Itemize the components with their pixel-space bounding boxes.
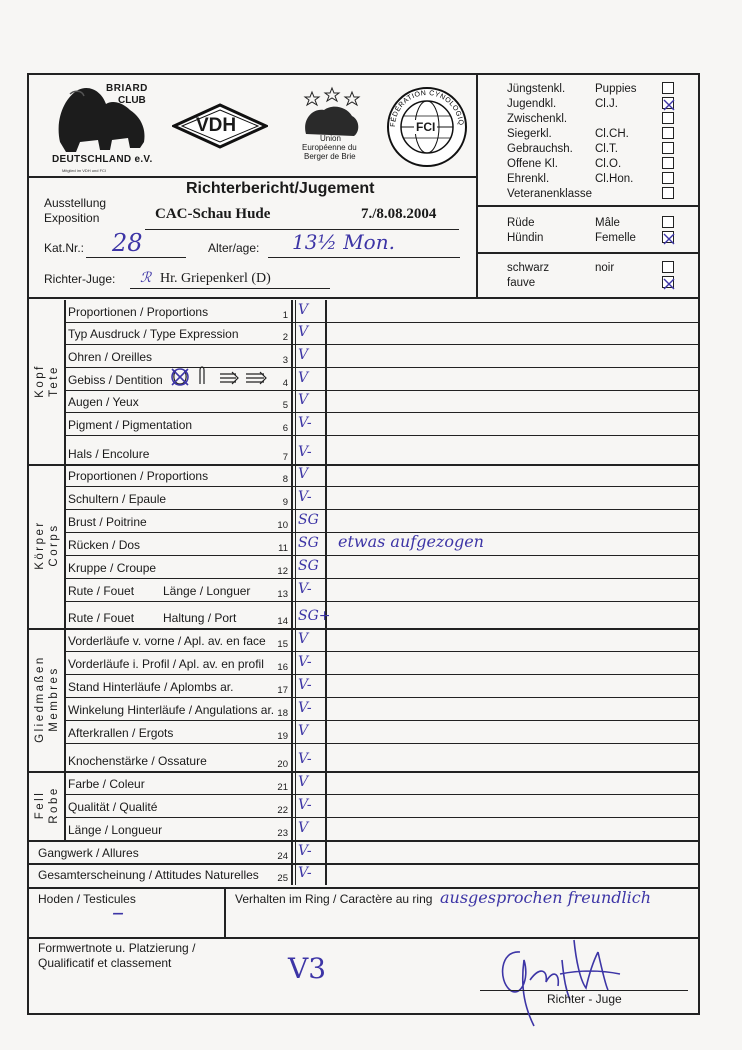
checkbox[interactable] (662, 187, 674, 199)
class-label-de: Jüngstenkl. (507, 83, 566, 95)
table-row-line (64, 794, 698, 795)
criteria-label: Rute / Fouet (68, 584, 135, 598)
exhibition-label-fr: Exposition (44, 211, 100, 225)
briard-club-logo (50, 80, 170, 175)
checkbox[interactable] (662, 231, 674, 243)
logo-bottom-line (27, 176, 477, 178)
criteria-number: 21 (277, 782, 288, 793)
criteria-label: Knochenstärke / Ossature (68, 754, 207, 768)
section-label-de: Kopf (34, 364, 46, 398)
class-label-fr: Cl.CH. (595, 128, 629, 140)
checkbox[interactable] (662, 216, 674, 228)
section-label-fr: Robe (48, 785, 60, 824)
sex-divider (477, 252, 699, 254)
criteria-number: 11 (278, 543, 288, 554)
table-row-line (27, 464, 698, 466)
judge-underline (130, 288, 330, 289)
criteria-grade[interactable]: V- (298, 415, 312, 431)
vdh-text: VDH (196, 115, 237, 136)
table-row-line (64, 412, 698, 413)
criteria-label: Pigment / Pigmentation (68, 418, 193, 432)
criteria-label: Gebiss / Dentition (68, 373, 163, 387)
criteria-number: 12 (277, 566, 288, 577)
criteria-number: 1 (282, 310, 288, 321)
criteria-label: Proportionen / Proportions (68, 305, 209, 319)
class-label-fr: Cl.T. (595, 143, 618, 155)
testicles-value[interactable]: – (112, 898, 124, 926)
criteria-number: 15 (277, 639, 288, 650)
criteria-label: Stand Hinterläufe / Aplombs ar. (68, 680, 234, 694)
page-title: Richterbericht/Jugement (186, 180, 375, 197)
criteria-label-2: Länge / Longuer (163, 584, 251, 598)
checkbox[interactable] (662, 261, 674, 273)
table-row-line (27, 628, 698, 630)
criteria-grade[interactable]: V- (298, 797, 312, 813)
checkbox[interactable] (662, 97, 674, 109)
criteria-label: Vorderläufe i. Profil / Apl. av. en profil (68, 657, 264, 671)
section-label-de: Fell (34, 790, 46, 819)
class-label-fr: Cl.O. (595, 158, 622, 170)
footer-testicles-divider (224, 887, 226, 938)
check-mark-icon (663, 99, 675, 111)
class-label-de: fauve (507, 277, 536, 289)
class-label-de: Jugendkl. (507, 98, 557, 110)
union-text-1: Union (320, 134, 341, 143)
classes-divider (477, 205, 699, 207)
table-col-divider (295, 300, 296, 885)
section-label-fr: Corps (48, 523, 60, 567)
behavior-label: Verhalten im Ring / Caractère au ring (235, 892, 433, 906)
criteria-grade[interactable]: V- (298, 751, 312, 767)
criteria-label: Rute / Fouet (68, 611, 135, 625)
class-label-de: schwarz (507, 262, 550, 274)
table-row-line (64, 817, 698, 818)
checkbox[interactable] (662, 112, 674, 124)
criteria-number: 9 (282, 497, 288, 508)
judge-name: Hr. Griepenkerl (D) (160, 271, 271, 286)
criteria-label-2: Haltung / Port (163, 611, 237, 625)
criteria-number: 10 (277, 520, 288, 531)
checkbox[interactable] (662, 172, 674, 184)
criteria-label: Länge / Longueur (68, 823, 163, 837)
signature-label: Richter - Juge (547, 992, 622, 1006)
criteria-number: 5 (282, 400, 288, 411)
union-text-2: Européenne du (302, 143, 357, 152)
age-label: Alter/age: (208, 241, 260, 255)
criteria-grade[interactable]: V- (298, 444, 312, 460)
criteria-label: Farbe / Coleur (68, 777, 145, 791)
criteria-grade[interactable]: V (298, 347, 309, 363)
class-label-fr: noir (595, 262, 615, 274)
class-label-fr: Cl.Hon. (595, 173, 634, 185)
section-label-fr: Tete (48, 365, 60, 397)
class-label-de: Offene Kl. (507, 158, 558, 170)
criteria-label: Schultern / Epaule (68, 492, 167, 506)
criteria-grade[interactable]: V (298, 820, 309, 836)
criteria-number: 3 (282, 355, 288, 366)
criteria-number: 14 (277, 616, 288, 627)
checkbox[interactable] (662, 142, 674, 154)
exhibition-label-de: Ausstellung (44, 196, 107, 210)
class-label-fr: Femelle (595, 232, 636, 244)
criteria-label: Proportionen / Proportions (68, 469, 209, 483)
criteria-number: 24 (277, 851, 288, 862)
checkbox[interactable] (662, 276, 674, 288)
fci-center-text: FCI (416, 120, 436, 134)
briard-club-sub: Mitglied im VDH und FCI (62, 168, 107, 173)
class-label-de: Veteranenklasse (507, 188, 593, 200)
table-row-line (64, 720, 698, 721)
fci-ring-text: FÉDÉRATION CYNOLOGIQ (389, 89, 465, 128)
check-mark-icon (663, 278, 675, 290)
table-row-line (64, 322, 698, 323)
fci-logo (386, 86, 468, 168)
qualification-label-2: Qualificatif et classement (38, 956, 172, 970)
criteria-number: 17 (277, 685, 288, 696)
criteria-label: Afterkrallen / Ergots (68, 726, 174, 740)
criteria-grade[interactable]: V (298, 392, 309, 408)
criteria-number: 23 (277, 828, 288, 839)
criteria-grade[interactable]: V (298, 466, 309, 482)
criteria-label: Gangwerk / Allures (38, 846, 139, 860)
table-row-line (64, 390, 698, 391)
union-text-3: Berger de Brie (304, 152, 356, 161)
qualification-value[interactable]: V3 (288, 952, 327, 985)
criteria-grade[interactable]: SG+ (298, 608, 331, 624)
table-row-line (27, 771, 698, 773)
header-divider-vertical (476, 73, 478, 298)
frame-top (27, 73, 700, 75)
signature-line (480, 990, 688, 991)
table-row-line (64, 578, 698, 579)
frame-left (27, 73, 29, 1015)
criteria-number: 22 (277, 805, 288, 816)
criteria-grade[interactable]: V (298, 302, 309, 318)
criteria-grade[interactable]: V (298, 723, 309, 739)
table-row-line (64, 743, 698, 744)
table-row-line (64, 367, 698, 368)
signature (490, 930, 640, 1030)
behavior-value[interactable]: ausgesprochen freundlich (440, 888, 652, 907)
criteria-number: 19 (277, 731, 288, 742)
checkbox[interactable] (662, 127, 674, 139)
section-label-de: Körper (34, 520, 46, 570)
criteria-number: 13 (277, 589, 288, 600)
judge-label: Richter-Juge: (44, 272, 116, 286)
table-row-line (64, 486, 698, 487)
table-row-line (64, 601, 698, 602)
class-label-de: Hündin (507, 232, 544, 244)
criteria-number: 8 (282, 474, 288, 485)
briard-club-name-2: CLUB (118, 95, 146, 106)
table-row-line (27, 863, 698, 865)
criteria-label: Qualität / Qualité (68, 800, 158, 814)
age-underline (268, 257, 460, 258)
header-bottom-line (27, 297, 700, 299)
class-label-de: Ehrenkl. (507, 173, 550, 185)
katnr-underline (86, 257, 186, 258)
criteria-label: Kruppe / Croupe (68, 561, 157, 575)
criteria-grade[interactable]: V (298, 631, 309, 647)
table-row-line (64, 651, 698, 652)
criteria-grade[interactable]: V- (298, 843, 312, 859)
testicles-label: Hoden / Testicules (38, 892, 136, 906)
criteria-grade[interactable]: SG (298, 558, 319, 574)
section-label-de: Gliedmaßen (34, 654, 46, 743)
briard-club-name-3: DEUTSCHLAND e.V. (52, 154, 153, 165)
katnr-value[interactable]: 28 (112, 229, 143, 257)
briard-club-name-1: BRIARD (106, 83, 148, 94)
criteria-grade[interactable]: V (298, 370, 309, 386)
criteria-label: Typ Ausdruck / Type Expression (68, 327, 239, 341)
vdh-logo (172, 103, 268, 149)
table-col-divider (325, 300, 327, 885)
criteria-grade[interactable]: V- (298, 654, 312, 670)
section-label-fr: Membres (48, 665, 60, 732)
criteria-number: 16 (277, 662, 288, 673)
criteria-label: Augen / Yeux (68, 395, 139, 409)
criteria-number: 18 (277, 708, 288, 719)
criteria-grade[interactable]: V- (298, 700, 312, 716)
table-row-line (64, 435, 698, 436)
class-label-fr: Mâle (595, 217, 620, 229)
qualification-label-1: Formwertnote u. Platzierung / (38, 941, 196, 955)
class-label-fr: Cl.J. (595, 98, 618, 110)
judge-initial: ℛ (140, 270, 152, 286)
criteria-grade[interactable]: SG (298, 535, 319, 551)
checkbox[interactable] (662, 157, 674, 169)
criteria-number: 7 (282, 452, 288, 463)
frame-right (698, 73, 700, 1015)
criteria-number: 2 (282, 332, 288, 343)
table-col-divider (64, 300, 66, 840)
criteria-grade[interactable]: V (298, 774, 309, 790)
exhibition-name: CAC-Schau Hude (155, 206, 271, 222)
class-label-de: Rüde (507, 217, 535, 229)
table-row-line (64, 674, 698, 675)
class-label-fr: Puppies (595, 83, 637, 95)
criteria-number: 6 (282, 423, 288, 434)
criteria-number: 4 (282, 378, 288, 389)
criteria-note[interactable]: etwas aufgezogen (338, 532, 484, 551)
criteria-grade[interactable]: V- (298, 489, 312, 505)
criteria-label: Brust / Poitrine (68, 515, 147, 529)
age-value[interactable]: 13½ Mon. (292, 230, 395, 254)
table-row-line (64, 697, 698, 698)
criteria-grade[interactable]: V- (298, 865, 312, 881)
criteria-label: Ohren / Oreilles (68, 350, 153, 364)
criteria-label: Rücken / Dos (68, 538, 141, 552)
table-row-line (64, 509, 698, 510)
criteria-number: 25 (277, 873, 288, 884)
table-row-line (64, 344, 698, 345)
criteria-label: Winkelung Hinterläufe / Angulations ar. (68, 703, 275, 717)
criteria-label: Vorderläufe v. vorne / Apl. av. en face (68, 634, 266, 648)
criteria-label: Hals / Encolure (68, 447, 150, 461)
criteria-grade[interactable]: SG (298, 512, 319, 528)
criteria-number: 20 (277, 759, 288, 770)
criteria-grade[interactable]: V- (298, 581, 312, 597)
criteria-grade[interactable]: V- (298, 677, 312, 693)
dentition-diagram-icon (170, 366, 274, 388)
table-row-line (27, 840, 698, 842)
table-col-divider (291, 300, 293, 885)
class-label-de: Gebrauchsh. (507, 143, 573, 155)
criteria-label: Gesamterscheinung / Attitudes Naturelles (38, 868, 259, 882)
class-label-de: Zwischenkl. (507, 113, 568, 125)
katnr-label: Kat.Nr.: (44, 241, 85, 255)
class-label-de: Siegerkl. (507, 128, 552, 140)
criteria-grade[interactable]: V (298, 324, 309, 340)
checkbox[interactable] (662, 82, 674, 94)
union-europeenne-logo (292, 86, 372, 176)
check-mark-icon (663, 233, 675, 245)
table-row-line (64, 555, 698, 556)
exhibition-date: 7./8.08.2004 (361, 206, 437, 222)
